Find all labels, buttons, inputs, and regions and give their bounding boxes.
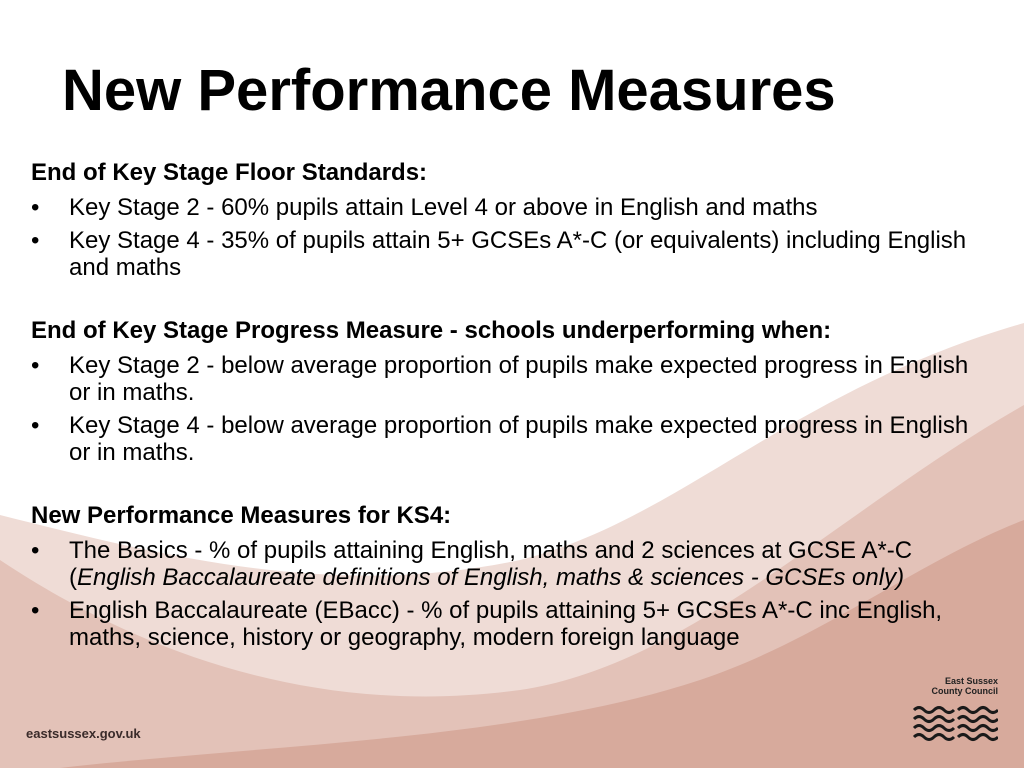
logo-name-line-1: East Sussex [944, 676, 998, 686]
waves-logo-icon [912, 704, 998, 744]
footer-website-link[interactable]: eastsussex.gov.uk [26, 726, 141, 741]
logo-name-line-2: County Council [931, 686, 998, 696]
bullet-icon: • [31, 412, 40, 439]
bullet-text-italic: English Baccalaureate definitions of English, maths & sciences - GCSEs only) [77, 564, 905, 591]
bullet-list-progress-measure [31, 352, 991, 466]
section-heading-floor-standards: End of Key Stage Floor Standards: [31, 159, 428, 186]
bullet-text: Key Stage 2 - below average proportion of pupils make expected progress in English or in maths. [69, 352, 969, 406]
list-item [31, 194, 991, 221]
list-item [31, 537, 991, 591]
section-heading-progress-measure: End of Key Stage Progress Measure - schools underperforming when: [31, 317, 832, 344]
bullet-text: The Basics - % of pupils attaining English, maths and 2 sciences at GCSE A*-C ( [69, 537, 913, 591]
list-item [31, 227, 991, 281]
slide-body [31, 158, 991, 651]
council-logo [912, 676, 1002, 744]
spacer [31, 466, 991, 501]
list-item [31, 597, 991, 651]
bullet-text: Key Stage 4 - below average proportion of pupils make expected progress in English or in maths. [69, 412, 969, 466]
bullet-icon: • [31, 227, 40, 254]
bullet-text: Key Stage 4 - 35% of pupils attain 5+ GCSEs A*-C (or equivalents) including English and maths [69, 227, 967, 281]
slide-title: New Performance Measures [62, 58, 836, 123]
bullet-list-floor-standards [31, 194, 991, 281]
section-heading-ks4-measures: New Performance Measures for KS4: [31, 502, 452, 529]
list-item [31, 412, 991, 466]
bullet-text: English Baccalaureate (EBacc) - % of pupils attaining 5+ GCSEs A*-C inc English, maths, science, history or geography, modern foreign language [69, 597, 943, 651]
spacer [31, 281, 991, 316]
bullet-text: Key Stage 2 - 60% pupils attain Level 4 or above in English and maths [69, 194, 818, 221]
bullet-icon: • [31, 352, 40, 379]
list-item [31, 352, 991, 406]
bullet-icon: • [31, 194, 40, 221]
bullet-list-ks4-measures [31, 537, 991, 651]
bullet-icon: • [31, 537, 40, 564]
bullet-icon: • [31, 597, 40, 624]
